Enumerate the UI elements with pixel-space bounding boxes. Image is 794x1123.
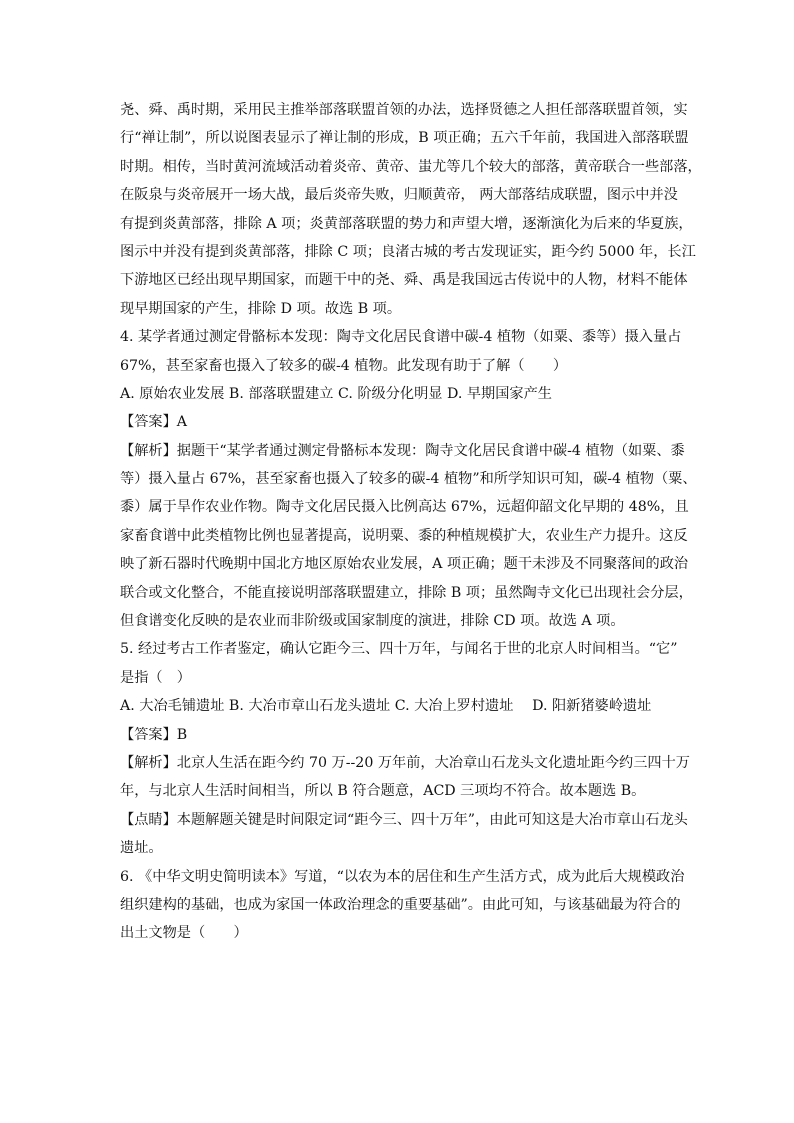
question-4-analysis: 联合或文化整合，不能直接说明部落联盟建立，排除 B 项；虽然陶寺文化已出现社会分层， [120, 584, 693, 601]
question-5-stem: 5. 经过考古工作者鉴定，确认它距今三、四十万年，与闻名于世的北京人时间相当。“它” [120, 641, 678, 658]
text-line: 行“禅让制”，所以说图表显示了禅让制的形成，B 项正确；五六千年前，我国进入部落联盟 [120, 130, 689, 147]
question-4-answer: 【答案】A [120, 414, 187, 431]
question-4-analysis: 映了新石器时代晚期中国北方地区原始农业发展，A 项正确；题干未涉及不同聚落间的政治 [120, 556, 689, 573]
text-line: 现早期国家的产生，排除 D 项。故选 B 项。 [120, 300, 402, 317]
text-line: 尧、舜、禹时期，采用民主推举部落联盟首领的办法，选择贤德之人担任部落联盟首领，实 [120, 102, 688, 118]
text-line: 时期。相传，当时黄河流域活动着炎帝、黄帝、蚩尤等几个较大的部落，黄帝联合一些部落， [120, 158, 702, 175]
question-4-analysis: 但食谱变化反映的是农业而非阶级或国家制度的演进，排除 CD 项。故选 A 项。 [120, 613, 625, 630]
question-5-tip: 遗址。 [120, 840, 163, 857]
question-4-analysis: 【解析】据题干“某学者通过测定骨骼标本发现：陶寺文化居民食谱中碳-4 植物（如粟、黍 [120, 442, 685, 459]
question-4-options: A. 原始农业发展 B. 部落联盟建立 C. 阶级分化明显 D. 早期国家产生 [120, 385, 552, 402]
question-4-stem: 4. 某学者通过测定骨骼标本发现：陶寺文化居民食谱中碳-4 植物（如粟、黍等）摄入量占 [120, 329, 682, 346]
question-4-analysis: 家畜食谱中此类植物比例也显著提高，说明粟、黍的种植规模扩大，农业生产力提升。这反 [120, 527, 688, 544]
text-line: 下游地区已经出现早期国家，而题干中的尧、舜、禹是我国远古传说中的人物，材料不能体 [120, 272, 688, 289]
question-5-analysis: 【解析】北京人生活在距今约 70 万--20 万年前，大冶章山石龙头文化遗址距今约三四十万 [120, 754, 690, 771]
question-4-analysis: 等）摄入量占 67%，甚至家畜也摄入了较多的碳-4 植物”和所学知识可知，碳-4 植物（粟、 [120, 471, 697, 488]
question-5-tip: 【点睛】本题解题关键是时间限定词“距今三、四十万年”，由此可知这是大冶市章山石龙头 [120, 811, 688, 828]
text-line: 图示中并没有提到炎黄部落，排除 C 项；良渚古城的考古发现证实，距今约 5000 年，长江 [120, 243, 696, 260]
question-6-stem: 出土文物是（ ） [120, 925, 248, 942]
question-5-options: A. 大冶毛铺遗址 B. 大冶市章山石龙头遗址 C. 大冶上罗村遗址 D. 阳新猪婆岭遗址 [120, 698, 652, 715]
question-6-stem: 6. 《中华文明史简明读本》写道，“以农为本的居住和生产生活方式，成为此后大规模政治 [120, 868, 685, 885]
question-4-analysis: 黍）属于旱作农业作物。陶寺文化居民摄入比例高达 67%，远超仰韶文化早期的 48%，且 [120, 499, 689, 516]
question-6-stem: 组织建构的基础，也成为家国一体政治理念的重要基础”。由此可知，与该基础最为符合的 [120, 896, 681, 913]
text-line: 有提到炎黄部落，排除 A 项；炎黄部落联盟的势力和声望大增，逐渐演化为后来的华夏族， [120, 215, 693, 232]
question-4-stem: 67%，甚至家畜也摄入了较多的碳-4 植物。此发现有助于了解（ ） [120, 357, 568, 374]
question-5-answer: 【答案】B [120, 726, 188, 743]
text-line: 在阪泉与炎帝展开一场大战，最后炎帝失败，归顺黄帝， 两大部落结成联盟，图示中并没 [120, 187, 678, 204]
question-5-stem: 是指（ ） [120, 669, 191, 686]
question-5-analysis: 年，与北京人生活时间相当，所以 B 符合题意，ACD 三项均不符合。故本题选 B。 [120, 783, 646, 800]
document-body [120, 96, 702, 948]
